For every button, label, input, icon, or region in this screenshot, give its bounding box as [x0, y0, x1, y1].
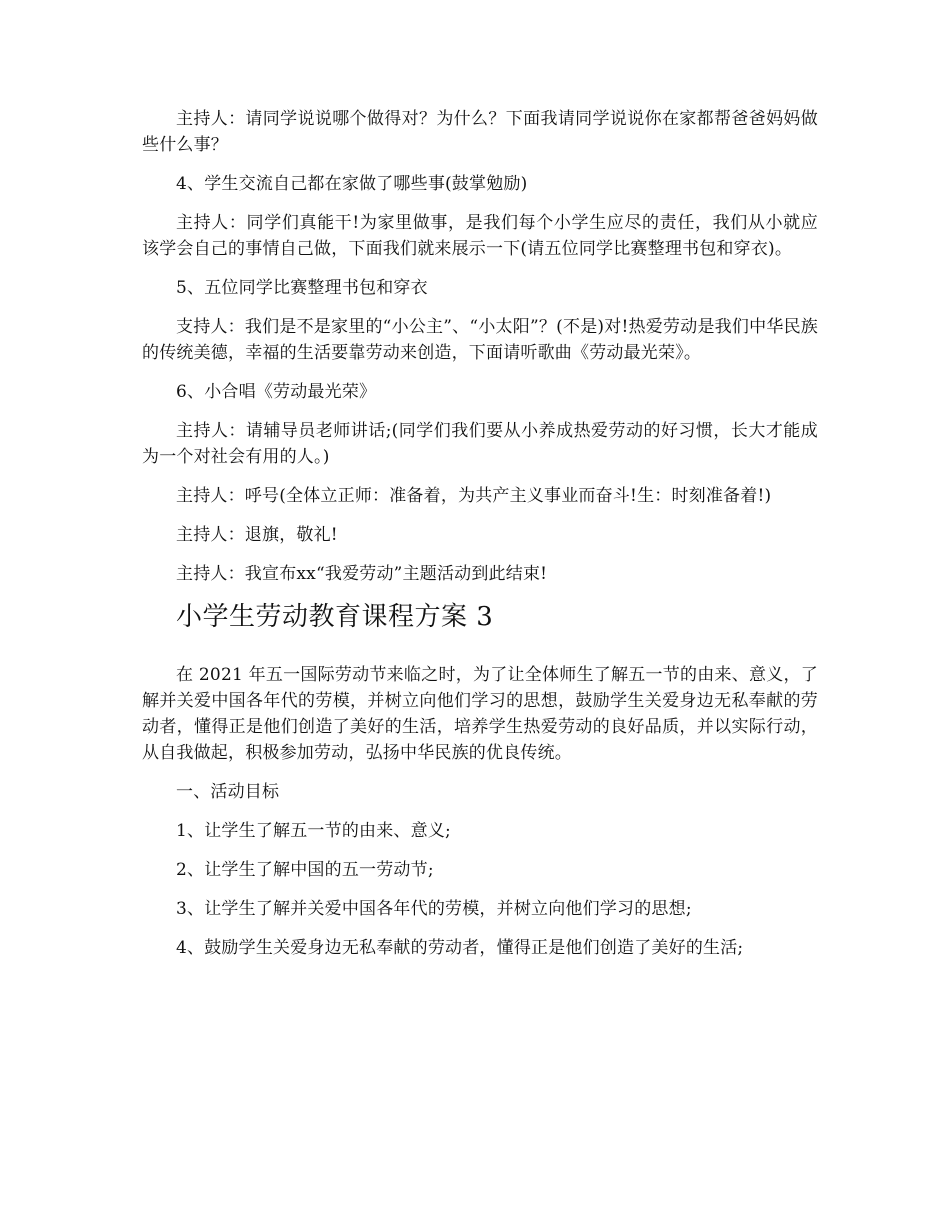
document-page [142, 106, 818, 974]
paragraph: 一、活动目标 [176, 782, 280, 802]
paragraph: 1、让学生了解五一节的由来、意义; [176, 821, 451, 841]
paragraph: 4、鼓励学生关爱身边无私奉献的劳动者，懂得正是他们创造了美好的生活; [176, 938, 744, 958]
paragraph: 支持人：我们是不是家里的“小公主”、“小太阳”？(不是)对!热爱劳动是我们中华民族的传统美德，幸福的生活要靠劳动来创造，下面请听歌曲《劳动最光荣》。 [142, 317, 818, 363]
paragraph: 6、小合唱《劳动最光荣》 [176, 382, 377, 402]
paragraph: 主持人：退旗，敬礼! [176, 525, 338, 545]
paragraph: 主持人：请同学说说哪个做得对？为什么？下面我请同学说说你在家都帮爸爸妈妈做些什么事？ [142, 109, 818, 155]
section-heading: 小学生劳动教育课程方案 3 [176, 602, 494, 632]
paragraph: 主持人：请辅导员老师讲话;(同学们我们要从小养成热爱劳动的好习惯，长大才能成为一个对社会有用的人。) [142, 421, 818, 467]
paragraph: 主持人：同学们真能干!为家里做事，是我们每个小学生应尽的责任，我们从小就应该学会自己的事情自己做，下面我们就来展示一下(请五位同学比赛整理书包和穿衣)。 [142, 213, 818, 259]
paragraph: 5、五位同学比赛整理书包和穿衣 [176, 278, 428, 298]
paragraph: 3、让学生了解并关爱中国各年代的劳模，并树立向他们学习的思想; [176, 899, 692, 919]
paragraph: 4、学生交流自己都在家做了哪些事(鼓掌勉励) [176, 174, 528, 194]
paragraph: 主持人：呼号(全体立正师：准备着，为共产主义事业而奋斗!生：时刻准备着!) [176, 486, 772, 506]
paragraph: 主持人：我宣布xx“我爱劳动”主题活动到此结束! [176, 564, 548, 584]
paragraph: 在 2021 年五一国际劳动节来临之时，为了让全体师生了解五一节的由来、意义，了解并关爱中国各年代的劳模，并树立向他们学习的思想，鼓励学生关爱身边无私奉献的劳动者，懂得正是他们创造了美好的生活，培养学生热爱劳动的良好品质，并以实际行动，从自我做起，积极参加劳动，弘扬中华民族的优良传统。 [142, 665, 818, 763]
paragraph: 2、让学生了解中国的五一劳动节; [176, 860, 434, 880]
